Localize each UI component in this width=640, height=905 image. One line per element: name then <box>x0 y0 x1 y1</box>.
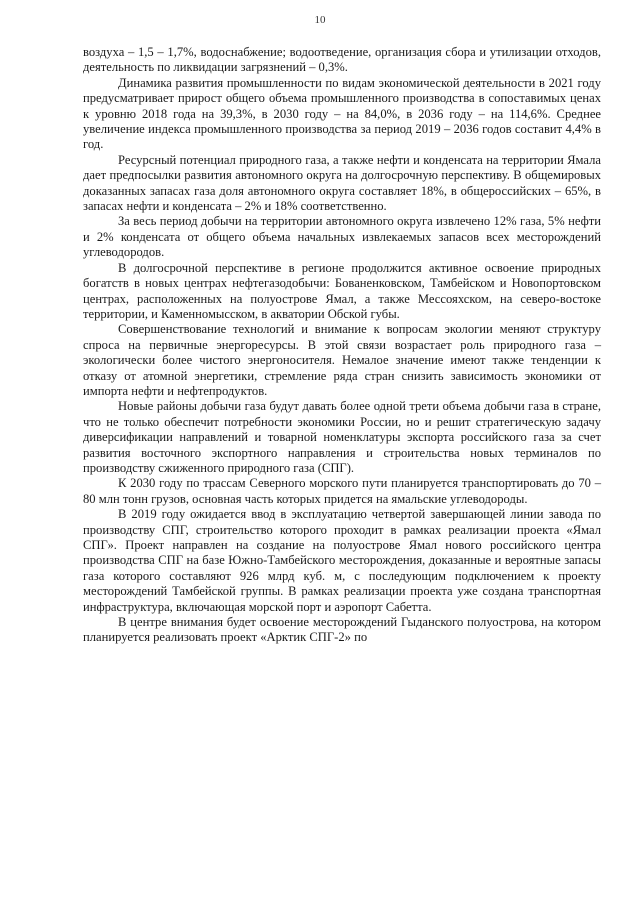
paragraph-2: Динамика развития промышленности по видам экономической деятельности в 2021 году предусматривает прирост общего объема промышленного производства в сопоставимых ценах к уровню 2018 года на 39,3%, в 2030 году – на 84,0%, в 2036 году – на 114,6%. Среднее увеличение индекса промышленного производства за период 2019 – 2036 годов составит 4,4% в год. <box>83 75 601 152</box>
paragraph-9: В 2019 году ожидается ввод в эксплуатацию четвертой завершающей линии завода по производству СПГ, строительство которого проходит в рамках реализации проекта «Ямал СПГ». Проект направлен на создание на полуострове Ямал нового российского центра производства СПГ на базе Южно-Тамбейского месторождения, доказанные и вероятные запасы газа которого составляют 926 млрд куб. м, с последующим подключением к проекту месторождений Тамбейской группы. В рамках реализации проекта уже создана транспортная инфраструктура, включающая морской порт и аэропорт Сабетта. <box>83 507 601 614</box>
paragraph-6: Совершенствование технологий и внимание к вопросам экологии меняют структуру спроса на первичные энергоресурсы. В этой связи возрастает роль природного газа – экологически более чистого энергоносителя. Немалое значение имеют также тенденции к отказу от атомной энергетики, стремление ряда стран снизить зависимость экономики от импорта нефти и нефтепродуктов. <box>83 322 601 398</box>
paragraph-3: Ресурсный потенциал природного газа, а также нефти и конденсата на территории Ямала дает предпосылки развития автономного округа на долгосрочную перспективу. В общемировых доказанных запасах газа доля автономного округа составляет 18%, в общероссийских – 65%, в запасах нефти и конденсата – 2% и 18% соответственно. <box>83 152 601 214</box>
document-body <box>83 45 601 646</box>
paragraph-10: В центре внимания будет освоение месторождений Гыданского полуострова, на котором планируется реализовать проект «Арктик СПГ-2» по <box>83 615 601 645</box>
paragraph-7: Новые районы добычи газа будут давать более одной трети объема добычи газа в стране, что не только обеспечит потребности экономики России, но и решит стратегическую задачу диверсификации направлений и товарной номенклатуры экспорта российского газа за счет развития восточного экспортного направления и строительства новых терминалов по производству сжиженного природного газа (СПГ). <box>83 399 601 475</box>
paragraph-5: В долгосрочной перспективе в регионе продолжится активное освоение природных богатств в новых центрах нефтегазодобычи: Бованенковском, Тамбейском и Новопортовском центрах, расположенных на полуострове Ямал, а также Мессояхском, на северо-востоке территории, и Каменномысском, в акватории Обской губы. <box>83 260 601 321</box>
page-number: 10 <box>314 14 326 26</box>
paragraph-8: К 2030 году по трассам Северного морского пути планируется транспортировать до 70 – 80 млн тонн грузов, основная часть которых придется на ямальские углеводороды. <box>83 476 601 506</box>
paragraph-4: За весь период добычи на территории автономного округа извлечено 12% газа, 5% нефти и 2% конденсата от общего объема начальных извлекаемых запасов всех месторождений углеводородов. <box>83 214 601 260</box>
paragraph-1: воздуха – 1,5 – 1,7%, водоснабжение; водоотведение, организация сбора и утилизации отходов, деятельность по ликвидации загрязнений – 0,3%. <box>83 45 601 75</box>
